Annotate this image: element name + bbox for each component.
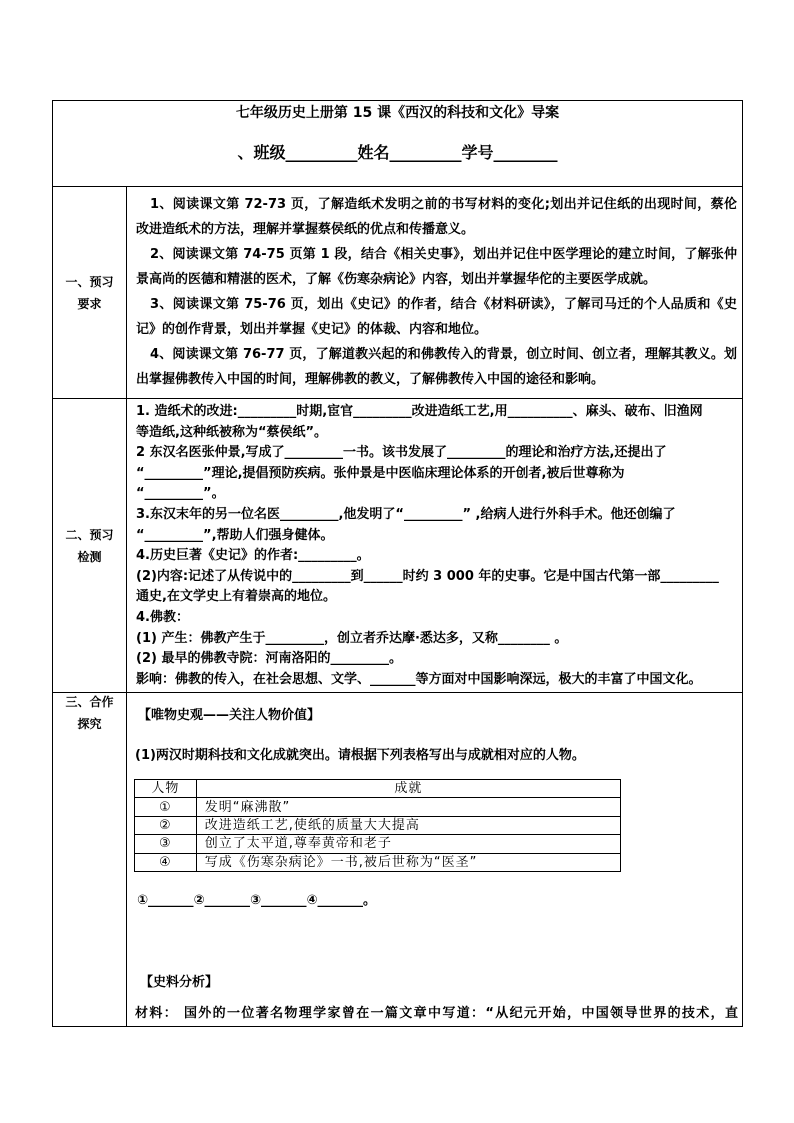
- section-label-line: 要求: [77, 296, 102, 311]
- preview-check-content: [127, 399, 742, 692]
- column-header-achievement: 成就: [196, 780, 620, 798]
- question-line: “_________”,帮助人们强身健体。: [136, 527, 334, 543]
- requirement-item: [136, 342, 737, 392]
- worksheet-header: [53, 101, 742, 187]
- achievement-cell: 创立了太平道,尊奉黄帝和老子: [196, 835, 620, 853]
- cooperative-inquiry-row: [53, 693, 742, 1026]
- question-line: 等造纸,这种纸被称为“蔡侯纸”。: [136, 424, 328, 440]
- question-line: (2)内容:记述了从传说中的_________到______时约 3 000 年的史事。它是中国古代第一部_________: [136, 568, 719, 584]
- person-cell: ③: [135, 835, 197, 853]
- requirement-item: [136, 242, 737, 292]
- person-cell: ②: [135, 816, 197, 834]
- achievement-cell: 发明“麻沸散”: [196, 798, 620, 816]
- paragraph-line: 2、阅读课文第 74-75 页第 1 段，结合《相关史事》，划出并记住中医学理论的建立时间，了解张仲: [150, 247, 737, 262]
- question-line: (1) 产生：佛教产生于_________，创立者乔达摩·悉达多，又称________ 。: [136, 630, 568, 646]
- student-info-line: 、班级_________姓名_________学号________: [237, 143, 558, 162]
- preview-requirements-row: [53, 187, 742, 399]
- question-line: 1. 造纸术的改进:_________时期,宦官_________改进造纸工艺,用__________、麻头、破布、旧渔网: [136, 404, 703, 419]
- worksheet-table: [52, 100, 743, 1027]
- section-label-line: 一、预习: [65, 274, 114, 289]
- material-text: 材料： 国外的一位著名物理学家曾在一篇文章中写道：“从纪元开始，中国领导世界的技术，直: [135, 1006, 738, 1021]
- paragraph-line: 景高尚的医德和精湛的医术，了解《伤寒杂病论》内容，划出并掌握华佗的主要医学成就。: [136, 272, 657, 287]
- section-heading: 【史料分析】: [140, 975, 219, 990]
- column-header-person: 人物: [135, 780, 197, 798]
- question-line: 3.东汉末年的另一位名医_________,他发明了“_________” ,给病人进行外科手术。他还创编了: [136, 506, 676, 522]
- question-line: (2) 最早的佛教寺院：河南洛阳的_________。: [136, 651, 402, 667]
- section-label-line: 三、合作: [65, 695, 114, 709]
- table-header-row: [135, 780, 621, 798]
- answer-line: ①_______②_______③_______④_______。: [137, 893, 377, 908]
- preview-check-row: [53, 399, 742, 693]
- question-line: “_________”理论,提倡预防疾病。张仲景是中医临床理论体系的开创者,被后世尊称为: [136, 465, 625, 481]
- achievement-cell: 写成《伤寒杂病论》一书,被后世称为“医圣”: [196, 853, 620, 871]
- table-row: [135, 816, 621, 834]
- section-label-line: 二、预习: [65, 527, 114, 542]
- question-text: (1)两汉时期科技和文化成就突出。请根据下列表格写出与成就相对应的人物。: [135, 748, 585, 763]
- question-line: 2 东汉名医张仲景,写成了_________一书。该书发展了_________的理论和治疗方法,还提出了: [136, 445, 667, 461]
- section-label-line: 检测: [77, 549, 102, 564]
- cooperative-inquiry-label: [53, 693, 127, 1026]
- achievement-cell: 改进造纸工艺,使纸的质量大大提高: [196, 816, 620, 834]
- question-line: 影响：佛教的传入，在社会思想、文学、_______等方面对中国影响深远，极大的丰富了中国文化。: [136, 671, 702, 687]
- preview-requirements-content: [127, 187, 742, 398]
- paragraph-line: 1、阅读课文第 72-73 页，了解造纸术发明之前的书写材料的变化;划出并记住纸的出现时间，蔡伦: [150, 197, 737, 212]
- table-row: [135, 835, 621, 853]
- preview-requirements-label: [53, 187, 127, 398]
- person-cell: ④: [135, 853, 197, 871]
- question-line: 通史,在文学史上有着崇高的地位。: [136, 589, 336, 605]
- section-label-line: 探究: [77, 717, 102, 731]
- achievement-table: [134, 779, 621, 872]
- paragraph-line: 改进造纸术的方法，理解并掌握蔡侯纸的优点和传播意义。: [136, 222, 475, 237]
- requirement-item: [136, 192, 737, 242]
- preview-check-label: [53, 399, 127, 692]
- table-row: [135, 798, 621, 816]
- paragraph-line: 3、阅读课文第 75-76 页，划出《史记》的作者，结合《材料研读》，了解司马迁的个人品质和《史: [150, 297, 737, 312]
- page-title: 七年级历史上册第 15 课《西汉的科技和文化》导案: [235, 105, 560, 121]
- person-cell: ①: [135, 798, 197, 816]
- question-line: 4.历史巨著《史记》的作者:_________。: [136, 548, 370, 564]
- requirement-item: [136, 292, 737, 342]
- paragraph-line: 出掌握佛教传入中国的时间，理解佛教的教义，了解佛教传入中国的途径和影响。: [136, 372, 605, 387]
- paragraph-line: 记》的创作背景，划出并掌握《史记》的体裁、内容和地位。: [136, 322, 488, 337]
- question-line: “_________”。: [136, 486, 225, 502]
- table-row: [135, 853, 621, 871]
- section-heading: 【唯物史观——关注人物价值】: [138, 708, 321, 723]
- question-line: 4.佛教：: [136, 609, 189, 625]
- cooperative-inquiry-content: [127, 693, 742, 1026]
- paragraph-line: 4、阅读课文第 76-77 页，了解道教兴起的和佛教传入的背景，创立时间、创立者，理解其教义。划: [150, 347, 737, 362]
